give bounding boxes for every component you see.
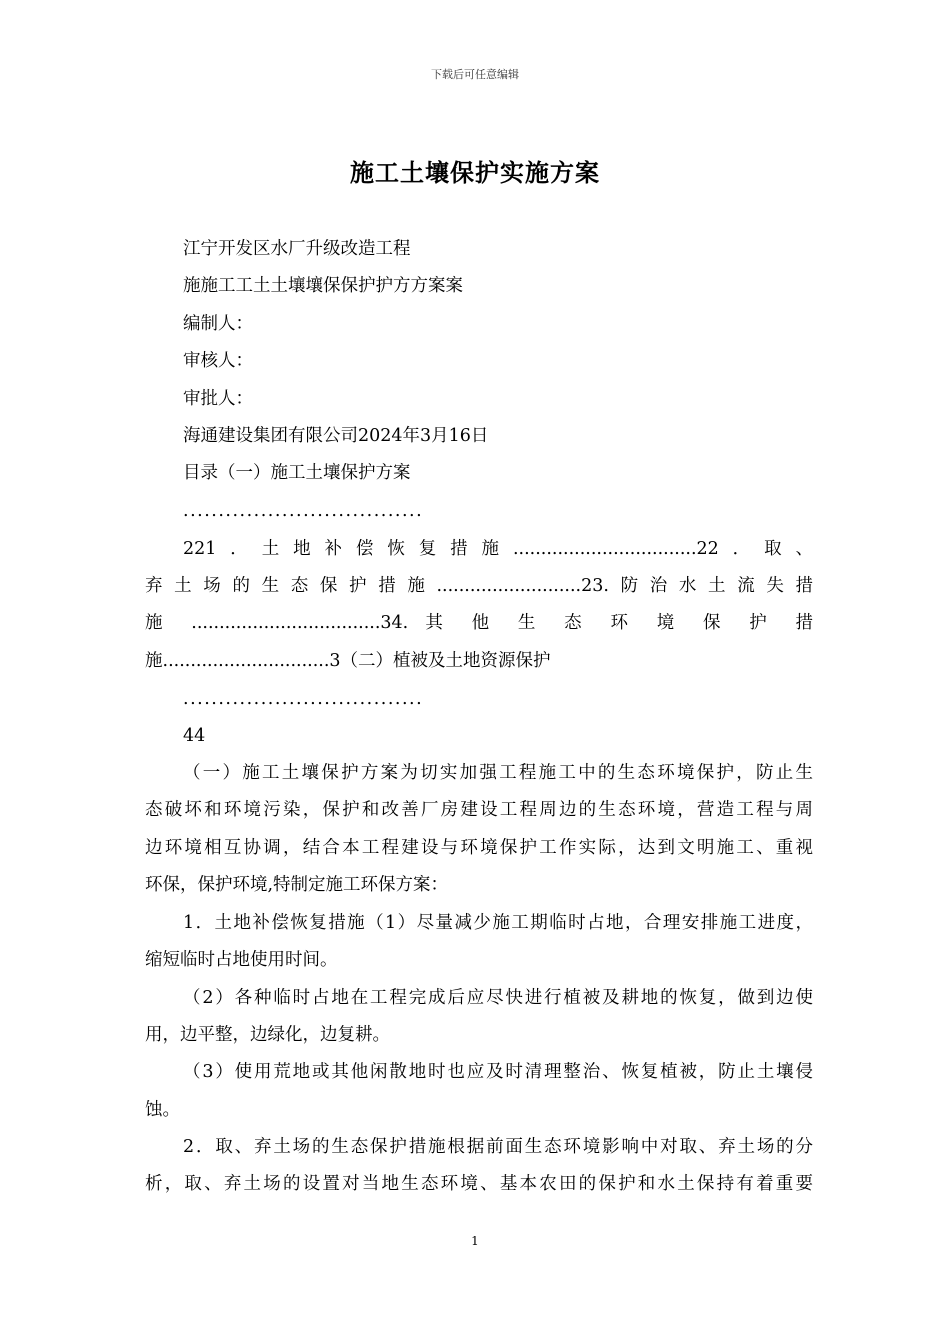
paragraph-line: （3）使用荒地或其他闲散地时也应及时清理整治、恢复植被，防止土壤侵 <box>183 1062 813 1082</box>
document-name: 施施工工土土壤壤保保护护方方案案 <box>183 276 463 296</box>
paragraph-line: 态破坏和环境污染，保护和改善厂房建设工程周边的生态环境，营造工程与周 <box>145 800 813 820</box>
company-date: 海通建设集团有限公司2024年3月16日 <box>183 426 489 446</box>
approver-label: 审批人： <box>183 389 253 409</box>
page-header-note: 下载后可任意编辑 <box>431 68 519 81</box>
editor-label: 编制人： <box>183 314 253 334</box>
paragraph-line: 1．土地补偿恢复措施（1）尽量减少施工期临时占地，合理安排施工进度， <box>183 913 813 933</box>
toc-entry: 施..............................3（二）植被及土地资源保护 <box>145 651 551 671</box>
paragraph-line: 环保，保护环境,特制定施工环保方案： <box>145 875 449 895</box>
project-name: 江宁开发区水厂升级改造工程 <box>183 239 411 259</box>
toc-entry: 施 ..................................34. 其 他 生 态 环 境 保 护 措 <box>145 613 813 633</box>
toc-entry: 221．土地补偿恢复措施.................................22．取、 <box>183 539 813 559</box>
paragraph-line: （2）各种临时占地在工程完成后应尽快进行植被及耕地的恢复，做到边使 <box>183 988 813 1008</box>
paragraph-line: 析，取、弃土场的设置对当地生态环境、基本农田的保护和水土保持有着重要 <box>145 1174 813 1194</box>
paragraph-line: 用，边平整，边绿化，边复耕。 <box>145 1025 390 1045</box>
paragraph-line: 蚀。 <box>145 1100 180 1120</box>
toc-leader: .................................. <box>183 689 424 709</box>
document-title: 施工土壤保护实施方案 <box>350 158 600 187</box>
paragraph-line: 2．取、弃土场的生态保护措施根据前面生态环境影响中对取、弃土场的分 <box>183 1137 813 1157</box>
paragraph-line: 边环境相互协调，结合本工程建设与环境保护工作实际，达到文明施工、重视 <box>145 838 813 858</box>
paragraph-line: 缩短临时占地使用时间。 <box>145 950 338 970</box>
toc-heading: 目录（一）施工土壤保护方案 <box>183 463 411 483</box>
reviewer-label: 审核人： <box>183 351 253 371</box>
toc-page-number: 44 <box>183 726 206 746</box>
toc-leader: .................................. <box>183 501 424 521</box>
paragraph-line: （一）施工土壤保护方案为切实加强工程施工中的生态环境保护，防止生 <box>183 763 813 783</box>
toc-entry: 弃土场的生态保护措施..........................23.防治水土流失措 <box>145 576 813 596</box>
page-number: 1 <box>471 1234 479 1248</box>
